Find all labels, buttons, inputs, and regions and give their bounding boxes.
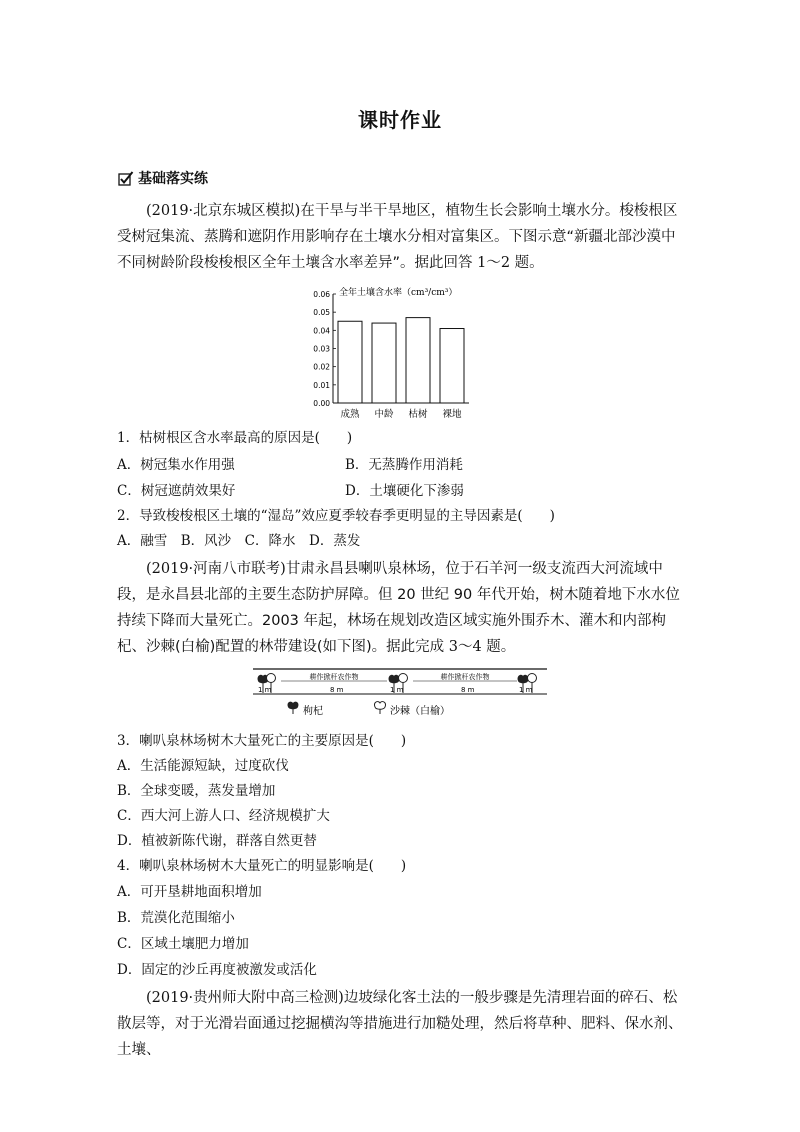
checkbox-checked-icon <box>118 171 134 186</box>
page-title: 课时作业 <box>358 108 442 132</box>
bar-裸地 <box>440 329 464 403</box>
passage-3-text: 边坡绿化客土法的一般步骤是先清理岩面的碎石、松散层等，对于光滑岩面通过挖掘横沟等措施进行加糙处理，然后将草种、肥料、保水剂、土壤、 <box>117 990 683 1058</box>
passage-1-tail: 据此回答 1～2 题。 <box>414 255 544 271</box>
bar-枯树 <box>406 318 430 403</box>
width-label: 1 m <box>390 686 404 694</box>
width-label: 1 m <box>258 686 272 694</box>
q3-option-b: B．全球变暖，蒸发量增加 <box>117 783 276 799</box>
passage-1-source: (2019·北京东城区模拟) <box>146 203 301 219</box>
bar-成熟 <box>338 321 362 403</box>
x-tick-label: 中龄 <box>374 409 394 420</box>
q4-option-d: D．固定的沙丘再度被激发或活化 <box>117 962 317 978</box>
q4-option-a: A．可开垦耕地面积增加 <box>117 884 262 900</box>
q3-option-a: A．生活能源短缺，过度砍伐 <box>117 758 289 774</box>
passage-1 <box>117 198 685 276</box>
y-tick-label: 0.05 <box>313 308 330 318</box>
passage-2-tail: 据此完成 3～4 题。 <box>386 639 516 655</box>
shelterbelt-diagram <box>251 664 551 720</box>
q4-option-c: C．区域土壤肥力增加 <box>117 936 249 952</box>
bar-中龄 <box>372 323 396 403</box>
chart-title: 全年土壤含水率（cm³/cm³） <box>339 288 458 298</box>
legend-gouqi: 枸杞 <box>303 706 323 717</box>
q1-stem: 1．枯树根区含水率最高的原因是( ) <box>117 430 353 446</box>
q1-option-c: C．树冠遮荫效果好 <box>117 483 236 499</box>
passage-2-source: (2019·河南八市联考) <box>146 561 286 577</box>
x-tick-label: 裸地 <box>442 409 462 420</box>
passage-1-text: 在干旱与半干旱地区，植物生长会影响土壤水分。梭梭根区受树冠集流、蒸腾和遮阴作用影响存在土壤水分相对富集区。下图示意“新疆北部沙漠中不同树龄阶段梭梭根区全年土壤含水率差异”。 <box>117 203 678 271</box>
y-tick-label: 0.06 <box>313 290 330 299</box>
section-heading <box>118 168 208 188</box>
q1-option-d: D．土壤硬化下渗弱 <box>345 483 464 499</box>
x-tick-label: 成熟 <box>340 409 360 420</box>
y-tick-label: 0.03 <box>313 344 330 354</box>
q1-option-a: A．树冠集水作用强 <box>117 457 235 473</box>
passage-3-source: (2019·贵州师大附中高三检测) <box>146 990 344 1006</box>
width-label: 8 m <box>461 686 475 694</box>
y-tick-label: 0.01 <box>313 380 330 390</box>
q2-options: A．融雪 B．风沙 C．降水 D．蒸发 <box>117 533 361 549</box>
passage-2-text: 甘肃永昌县喇叭泉林场，位于石羊河一级支流西大河流域中段，是永昌县北部的主要生态防护屏障。但 20 世纪 90 年代开始，树木随着地下水水位持续下降而大量死亡。2003 年起，林场在规划改造区域实施外围乔木、灌木和内部枸杞、沙棘(白榆)配置的林带建设(如下图)。 <box>117 561 680 655</box>
section-heading-label: 基础落实练 <box>138 171 208 187</box>
q3-stem: 3．喇叭泉林场树木大量死亡的主要原因是( ) <box>117 733 407 749</box>
q2-stem: 2．导致梭梭根区土壤的“湿岛”效应夏季较春季更明显的主导因素是( ) <box>117 508 555 524</box>
y-tick-label: 0.02 <box>313 362 330 372</box>
legend-shaji: 沙棘（白榆） <box>390 706 450 717</box>
legend-shrub-icon <box>288 702 299 714</box>
passage-3 <box>117 985 685 1063</box>
band-label-left: 耕作掀秆农作物 <box>309 673 359 681</box>
q3-option-c: C．西大河上游人口、经济规模扩大 <box>117 808 330 824</box>
width-label: 8 m <box>330 686 344 694</box>
passage-2 <box>117 556 685 660</box>
q4-stem: 4．喇叭泉林场树木大量死亡的明显影响是( ) <box>117 858 407 874</box>
q4-option-b: B．荒漠化范围缩小 <box>117 910 235 926</box>
band-label-right: 耕作掀秆农作物 <box>440 673 490 681</box>
width-label: 1 m <box>519 686 533 694</box>
legend-tree-icon <box>375 702 386 714</box>
y-tick-label: 0.00 <box>313 399 330 408</box>
q1-option-b: B．无蒸腾作用消耗 <box>345 457 463 473</box>
y-tick-label: 0.04 <box>313 326 330 336</box>
bar-chart <box>297 284 497 424</box>
q3-option-d: D．植被新陈代谢，群落自然更替 <box>117 833 317 849</box>
x-tick-label: 枯树 <box>408 409 428 420</box>
